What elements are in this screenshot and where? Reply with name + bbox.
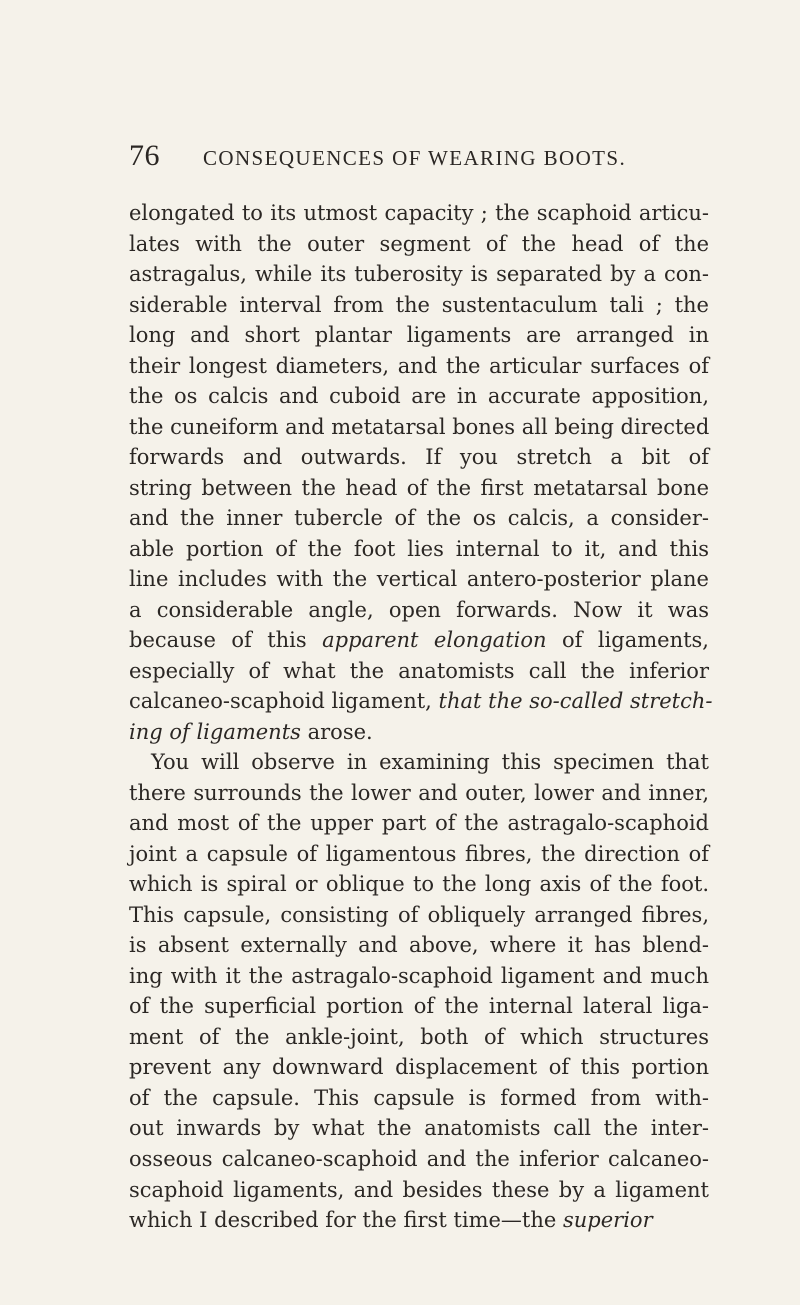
text-line	[129, 747, 709, 778]
running-head: CONSEQUENCES OF WEARING BOOTS.	[203, 146, 627, 170]
text-segment: joint a capsule of ligamentous fibres, the direction of	[129, 841, 709, 866]
italic-text-segment: apparent elongation	[322, 628, 547, 653]
italic-text-segment: ing of ligaments	[129, 719, 301, 744]
text-line	[129, 259, 709, 290]
text-line	[129, 534, 709, 565]
text-line	[129, 503, 709, 534]
text-line	[129, 1022, 709, 1053]
text-line	[129, 961, 709, 992]
text-line	[129, 595, 709, 626]
body-text	[129, 198, 713, 1236]
text-line	[129, 412, 709, 443]
text-segment: siderable interval from the sustentaculum tali ; the	[129, 292, 709, 317]
text-segment: scaphoid ligaments, and besides these by a ligament	[129, 1177, 709, 1202]
text-line	[129, 229, 709, 260]
text-segment: osseous calcaneo-scaphoid and the inferior calcaneo-	[129, 1146, 709, 1171]
text-line	[129, 930, 709, 961]
text-segment: able portion of the foot lies internal to it, and this	[129, 536, 709, 561]
text-segment: You will observe in examining this specimen that	[151, 750, 709, 775]
text-line	[129, 778, 709, 809]
text-segment: of the capsule. This capsule is formed from with-	[129, 1085, 709, 1110]
text-line	[129, 198, 709, 229]
text-line	[129, 381, 709, 412]
text-line	[129, 1083, 709, 1114]
italic-text-segment: that the so-called stretch-	[438, 689, 713, 714]
text-line	[129, 1175, 709, 1206]
text-segment: and most of the upper part of the astragalo-scaphoid	[129, 811, 709, 836]
text-segment: prevent any downward displacement of this portion	[129, 1055, 709, 1080]
text-line	[129, 1144, 709, 1175]
text-line	[129, 900, 709, 931]
text-line	[129, 1052, 709, 1083]
text-segment: because of this	[129, 628, 323, 653]
text-line	[129, 869, 709, 900]
text-segment: This capsule, consisting of obliquely arranged fibres,	[129, 902, 709, 927]
text-segment: of ligaments,	[546, 628, 709, 653]
text-line	[129, 686, 713, 717]
text-line	[129, 320, 709, 351]
text-segment: which I described for the first time—the	[129, 1208, 563, 1233]
text-segment: calcaneo-scaphoid ligament,	[129, 689, 439, 714]
text-line	[129, 290, 709, 321]
text-line	[129, 564, 709, 595]
text-segment: long and short plantar ligaments are arranged in	[129, 323, 709, 348]
text-line	[129, 351, 709, 382]
text-line	[129, 839, 709, 870]
text-segment: of the superficial portion of the internal lateral liga-	[129, 994, 709, 1019]
text-line	[129, 1113, 709, 1144]
text-segment: lates with the outer segment of the head of the	[129, 231, 709, 256]
text-line	[129, 473, 709, 504]
text-line	[129, 717, 709, 748]
text-line	[129, 1205, 709, 1236]
text-segment: ment of the ankle-joint, both of which structures	[129, 1024, 709, 1049]
text-line	[129, 442, 709, 473]
text-line	[129, 991, 709, 1022]
text-segment: the cuneiform and metatarsal bones all being directed	[129, 414, 710, 439]
text-segment: which is spiral or oblique to the long axis of the foot.	[129, 872, 709, 897]
italic-text-segment: superior	[563, 1208, 653, 1233]
page-number: 76	[129, 139, 160, 172]
text-segment: forwards and outwards. If you stretch a bit of	[129, 445, 709, 470]
page-header	[129, 136, 699, 176]
text-segment: their longest diameters, and the articular surfaces of	[129, 353, 709, 378]
text-segment: the os calcis and cuboid are in accurate apposition,	[129, 384, 709, 409]
text-segment: is absent externally and above, where it has blend-	[129, 933, 709, 958]
text-segment: arose.	[300, 719, 373, 744]
text-segment: and the inner tubercle of the os calcis, a consider-	[129, 506, 709, 531]
text-segment: string between the head of the first metatarsal bone	[129, 475, 709, 500]
text-segment: ing with it the astragalo-scaphoid ligament and much	[129, 963, 709, 988]
text-segment: astragalus, while its tuberosity is separated by a con-	[129, 262, 709, 287]
text-segment: line includes with the vertical antero-posterior plane	[129, 567, 709, 592]
text-segment: a considerable angle, open forwards. Now it was	[129, 597, 709, 622]
text-line	[129, 808, 709, 839]
text-segment: elongated to its utmost capacity ; the scaphoid articu-	[129, 201, 709, 225]
text-line	[129, 656, 709, 687]
text-segment: out inwards by what the anatomists call the inter-	[129, 1116, 709, 1141]
text-line	[129, 625, 709, 656]
text-segment: there surrounds the lower and outer, lower and inner,	[129, 780, 709, 805]
text-segment: especially of what the anatomists call the inferior	[129, 658, 709, 683]
